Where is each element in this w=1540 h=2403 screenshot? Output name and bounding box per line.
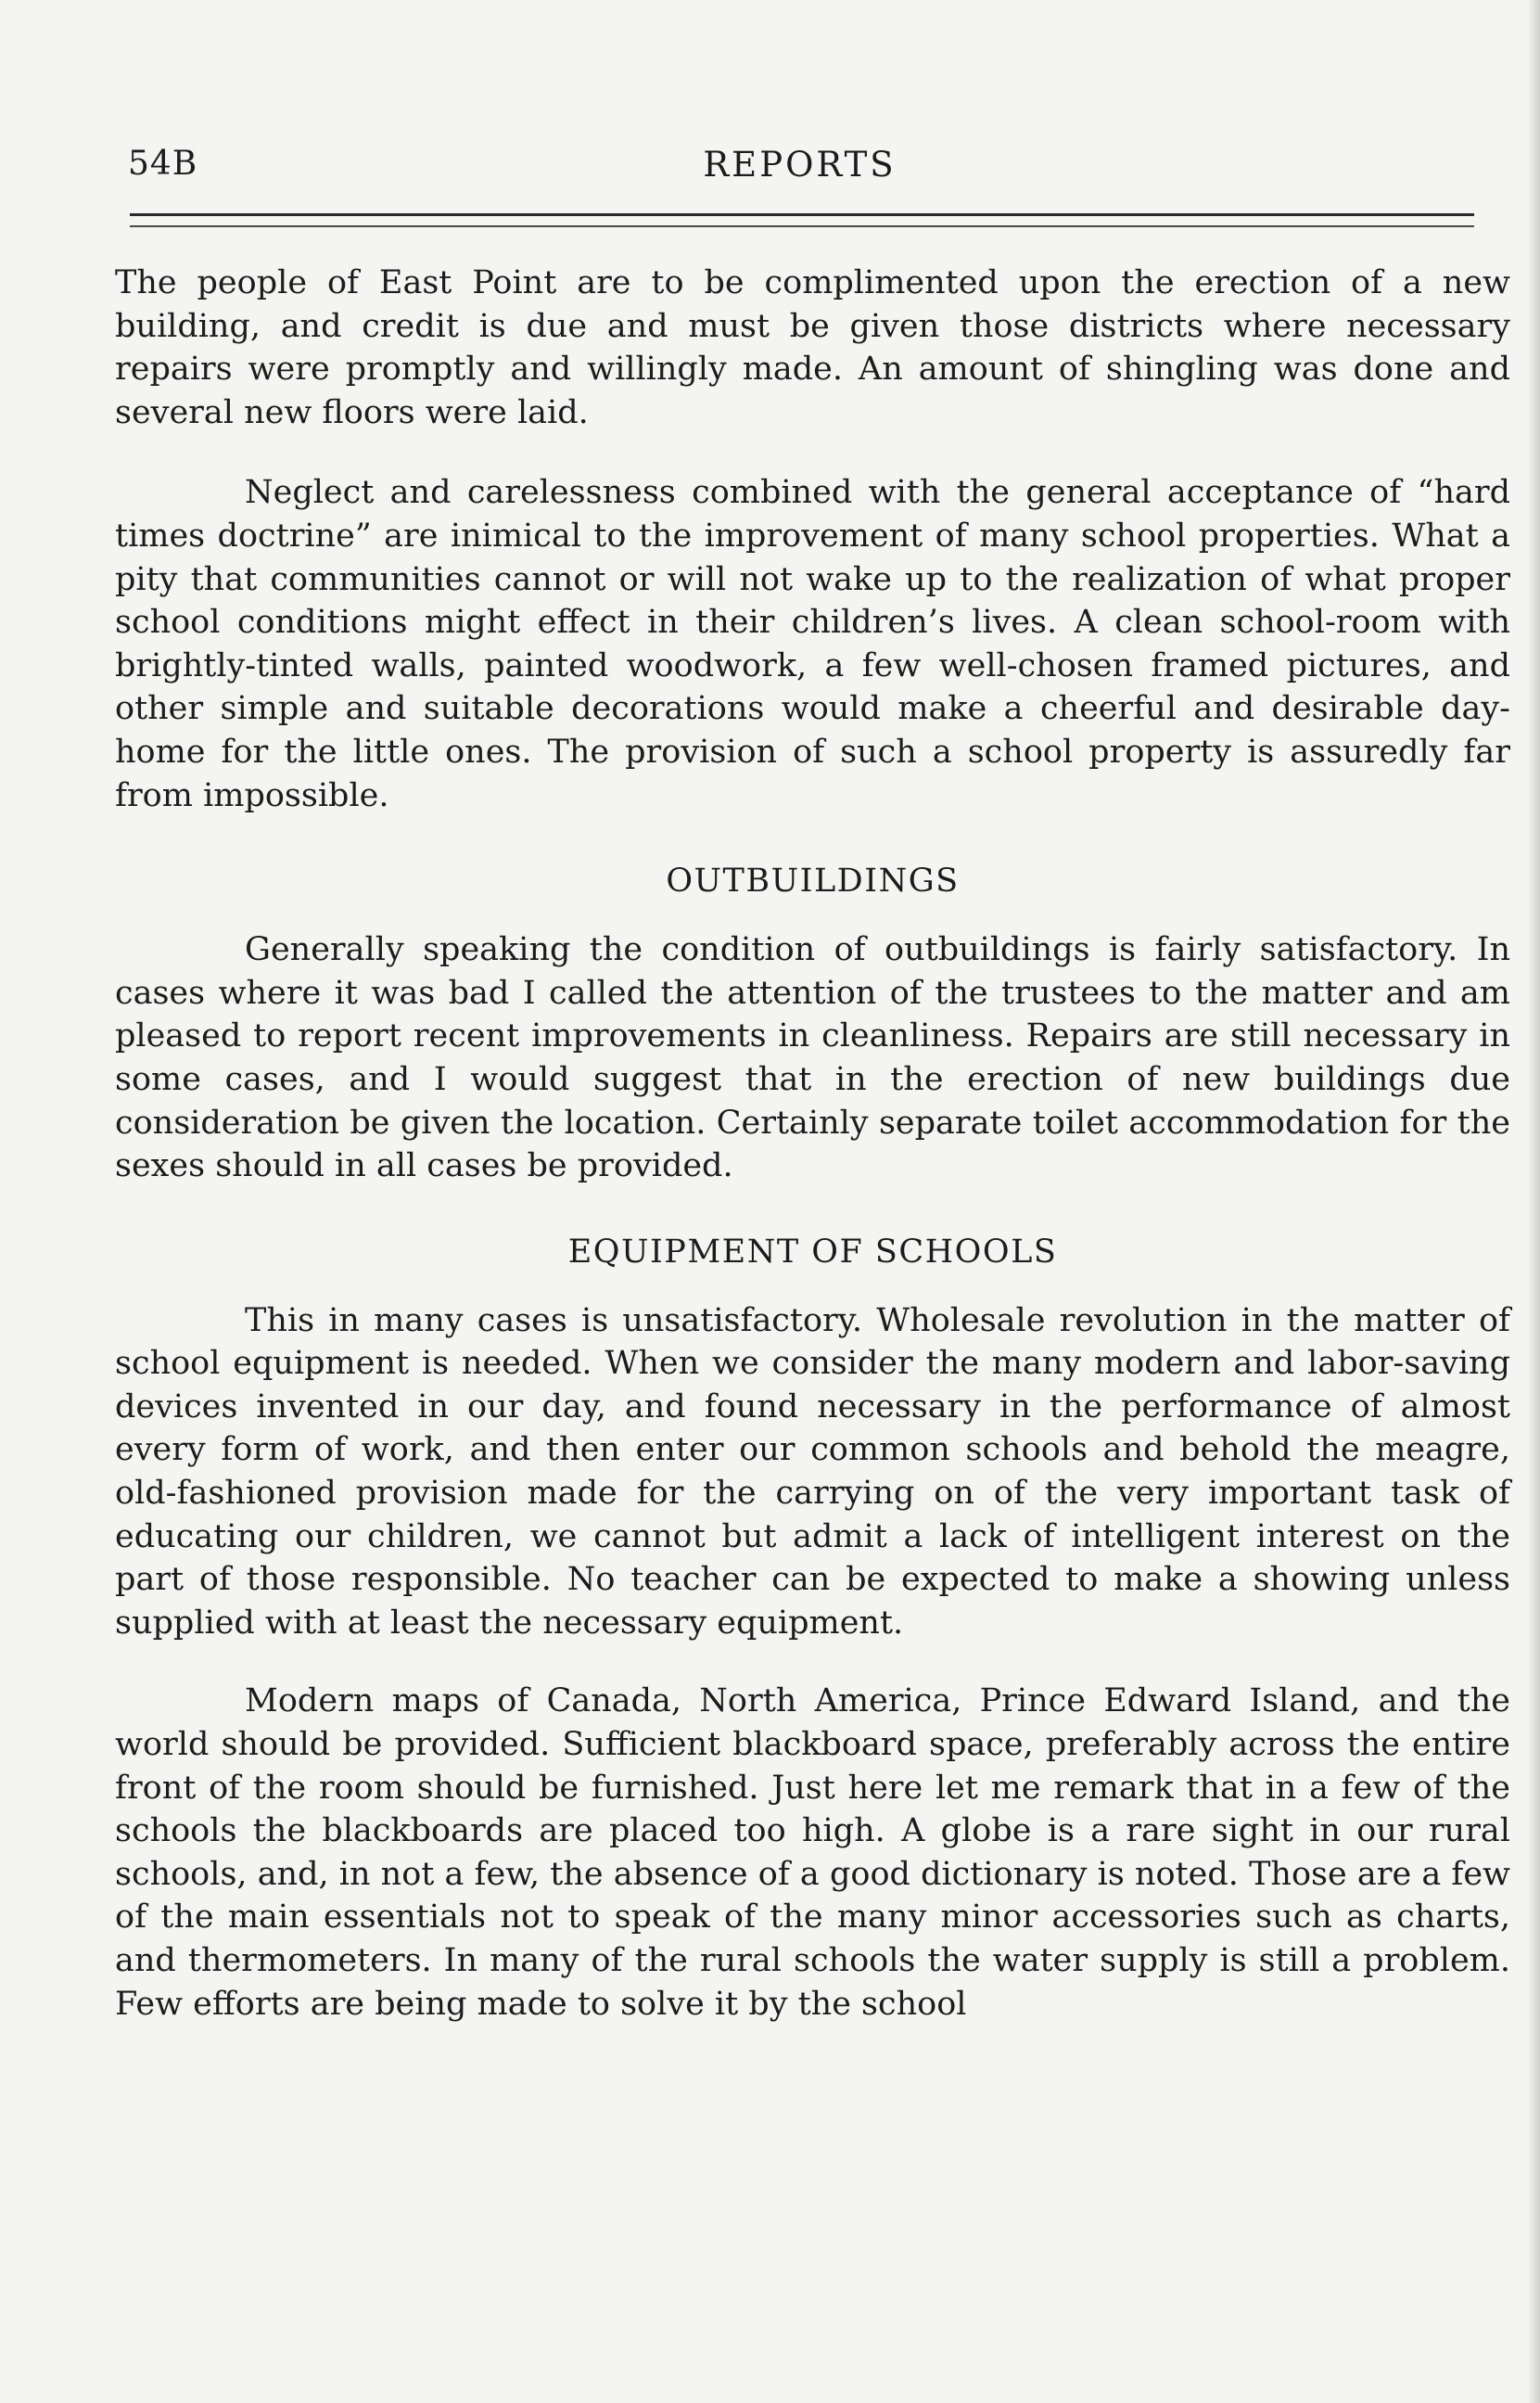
paragraph-neglect: Neglect and carelessness combined with the general acceptance of “hard times doctrine” are inimical to the improvement of many school properties. What a pity that communities cannot or will not wake up to the realization of what proper school conditions might effect in their children’s lives. A clean school-room with brightly-tinted walls, painted woodwork, a few well-chosen framed pictures, and other simple and suitable decorations would make a cheerful and desirable day-home for the little ones. The provision of such a school property is assuredly far from impossible. — [115, 474, 1510, 814]
page-edge-shadow — [1527, 0, 1540, 2403]
section-heading-equipment: EQUIPMENT OF SCHOOLS — [567, 1233, 1058, 1271]
paragraph-east-point: The people of East Point are to be complimented upon the erection of a new building, and credit is due and must be given those districts where necessary repairs were promptly and willingly made. An amount of shingling was done and several new floors were laid. — [115, 264, 1510, 431]
section-heading-outbuildings: OUTBUILDINGS — [666, 863, 960, 901]
paragraph-equipment: This in many cases is unsatisfactory. Wholesale revolution in the matter of school equipment is needed. When we consider the many modern and labor-saving devices invented in our day, and found necessary in the performance of almost every form of work, and then enter our common schools and behold the meagre, old-fashioned provision made for the carrying on of the very important task of educating our children, we cannot but admit a lack of intelligent interest on the part of those responsible. No teacher can be expected to make a showing unless supplied with at least the necessary equipment. — [115, 1301, 1510, 1642]
paragraph-maps: Modern maps of Canada, North America, Prince Edward Island, and the world should be provided. Sufficient blackboard space, preferably across the entire front of the room should be furnished. Just here let me remark that in a few of the schools the blackboards are placed too high. A globe is a rare sight in our rural schools, and, in not a few, the absence of a good dictionary is noted. Those are a few of the main essentials not to speak of the many minor accessories such as charts, and thermometers. In many of the rural schools the water supply is still a problem. Few efforts are being made to solve it by the school — [115, 1682, 1510, 2023]
header-rule-thin — [130, 225, 1474, 227]
page-number: 54B — [128, 145, 198, 183]
page-header — [121, 137, 1479, 193]
body-text — [115, 262, 1510, 2026]
paragraph-outbuildings: Generally speaking the condition of outbuildings is fairly satisfactory. In cases where it was bad I called the attention of the trustees to the matter and am pleased to report recent improvements in cleanliness. Repairs are still necessary in some cases, and I would suggest that in the erection of new buildings due consideration be given the location. Certainly separate toilet accommodation for the sexes should in all cases be provided. — [115, 931, 1510, 1185]
running-title: REPORTS — [703, 145, 897, 185]
header-rule-thick — [130, 213, 1474, 216]
